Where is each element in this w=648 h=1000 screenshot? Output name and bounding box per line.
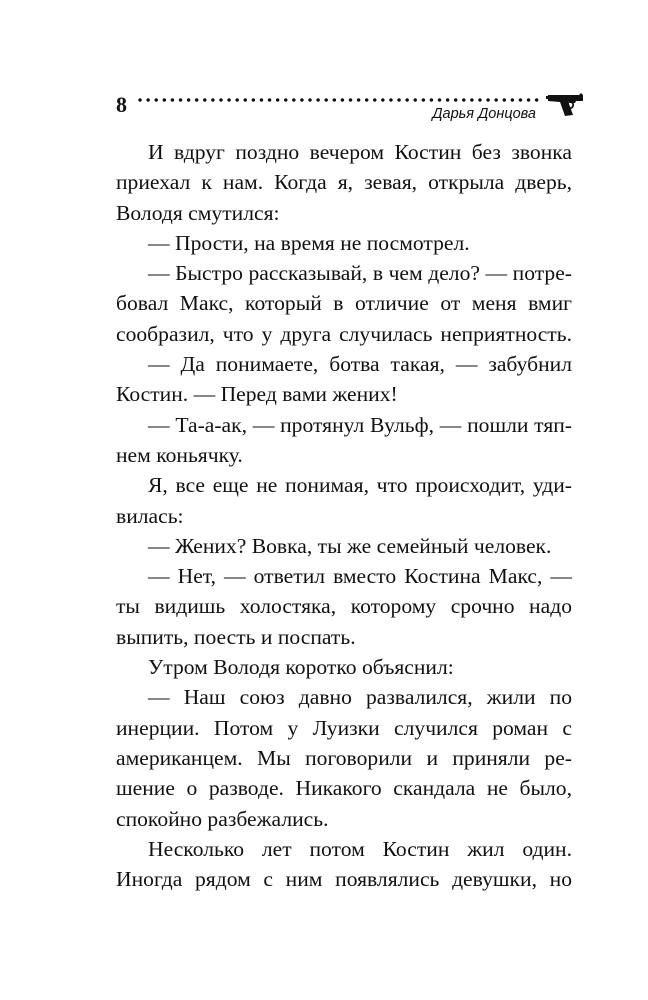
text-line: Я, все еще не понимая, что происходит, уди- (148, 473, 572, 498)
text-line: — Наш союз давно развалился, жили по (148, 685, 572, 710)
text-line: Иногда рядом с ним появлялись девушки, но (116, 867, 572, 892)
text-line: Володя смутился: (116, 200, 280, 225)
text-line: сообразил, что у друга случилась неприятность. (116, 321, 572, 346)
dotted-rule (136, 97, 540, 103)
pistol-icon (546, 89, 586, 117)
text-line: нем коньячку. (116, 442, 243, 467)
text-line: выпить, поесть и поспать. (116, 624, 356, 649)
text-line: — Прости, на время не посмотрел. (148, 230, 470, 255)
page-number: 8 (116, 92, 127, 117)
text-line: вилась: (116, 503, 184, 528)
text-line: шение о разводе. Никакого скандала не было, (116, 776, 572, 801)
text-line: — Жених? Вовка, ты же семейный человек. (148, 533, 552, 558)
text-line: спокойно разбежались. (116, 806, 329, 831)
text-line: Несколько лет потом Костин жил один. (148, 836, 572, 861)
text-line: И вдруг поздно вечером Костин без звонка (148, 140, 572, 164)
text-line: американцем. Мы поговорили и приняли ре- (116, 745, 572, 770)
text-line: приехал к нам. Когда я, зевая, открыла дверь, (116, 170, 572, 195)
text-line: ты видишь холостяка, которому срочно надо (116, 594, 572, 619)
text-line: Костин. — Перед вами жених! (116, 382, 398, 407)
author-name: Дарья Донцова (432, 106, 536, 122)
text-line: — Та-а-ак, — протянул Вульф, — пошли тяп- (148, 412, 572, 437)
text-line: — Быстро рассказывай, в чем дело? — потре- (148, 261, 572, 286)
text-line: инерции. Потом у Луизки случился роман с (116, 715, 572, 740)
text-line: бовал Макс, который в отличие от меня вмиг (116, 291, 572, 316)
text-line: — Да понимаете, ботва такая, — забубнил (148, 352, 572, 377)
text-line: Утром Володя коротко объяснил: (148, 655, 454, 680)
text-body (116, 137, 572, 894)
text-line: — Нет, — ответил вместо Костина Макс, — (148, 564, 572, 589)
